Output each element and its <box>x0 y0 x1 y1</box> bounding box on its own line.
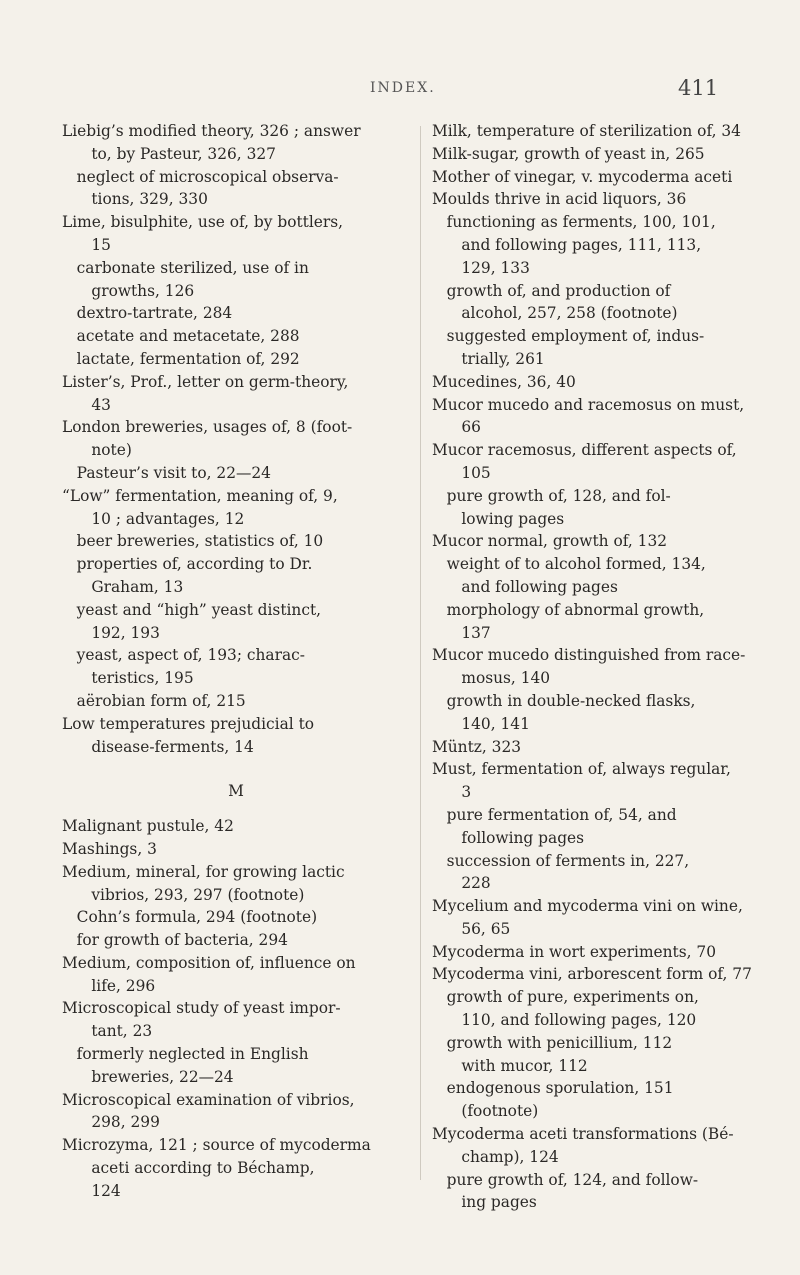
index-line: disease-ferments, 14 <box>62 737 254 756</box>
index-line: trially, 261 <box>432 349 545 368</box>
index-line: aceti according to Béchamp, <box>62 1159 315 1178</box>
index-line: 137 <box>432 623 491 642</box>
index-line: champ), 124 <box>432 1147 559 1166</box>
index-line: lowing pages <box>432 509 565 528</box>
index-line: 56, 65 <box>432 919 511 938</box>
index-line: Pasteur’s visit to, 22—24 <box>62 463 271 482</box>
index-line: Liebig’s modified theory, 326 ; answer <box>62 122 361 140</box>
index-line: to, by Pasteur, 326, 327 <box>62 144 276 163</box>
index-line: Milk-sugar, growth of yeast in, 265 <box>432 144 705 163</box>
index-line: Must, fermentation of, always regular, <box>432 760 731 779</box>
index-line: growth of, and production of <box>432 281 671 300</box>
index-line: Mucor mucedo and racemosus on must, <box>432 395 745 414</box>
index-line: and following pages, 111, 113, <box>432 235 702 254</box>
index-line: properties of, according to Dr. <box>62 555 313 574</box>
index-line: London breweries, usages of, 8 (foot- <box>62 418 353 437</box>
index-line: growth of pure, experiments on, <box>432 988 699 1007</box>
index-line: alcohol, 257, 258 (footnote) <box>432 304 678 323</box>
index-line: Medium, composition of, influence on <box>62 953 356 972</box>
index-line: Mycoderma aceti transformations (Bé- <box>432 1125 734 1144</box>
index-line: succession of ferments in, 227, <box>432 851 690 870</box>
section-letter-m: M <box>228 782 244 801</box>
index-line: Microscopical examination of vibrios, <box>62 1090 355 1109</box>
index-entries-m <box>62 815 410 1203</box>
index-line: lactate, fermentation of, 292 <box>62 349 300 368</box>
index-line: Microzyma, 121 ; source of mycoderma <box>62 1136 371 1155</box>
index-line: Medium, mineral, for growing lactic <box>62 862 345 881</box>
index-line: Lime, bisulphite, use of, by bottlers, <box>62 213 344 232</box>
index-line: life, 296 <box>62 976 156 995</box>
index-line: carbonate sterilized, use of in <box>62 258 309 277</box>
index-line: pure fermentation of, 54, and <box>432 805 677 824</box>
index-line: Mother of vinegar, v. mycoderma aceti <box>432 167 733 186</box>
index-line: ing pages <box>432 1193 537 1212</box>
index-line: tions, 329, 330 <box>62 190 208 209</box>
index-line: following pages <box>432 828 585 847</box>
index-line: neglect of microscopical observa- <box>62 167 339 186</box>
index-line: 105 <box>432 463 491 482</box>
index-line: 15 <box>62 235 111 254</box>
index-line: Mycelium and mycoderma vini on wine, <box>432 897 743 916</box>
index-line: vibrios, 293, 297 (footnote) <box>62 885 305 904</box>
index-line: Lister’s, Prof., letter on germ-theory, <box>62 372 349 391</box>
index-line: Cohn’s formula, 294 (footnote) <box>62 908 318 927</box>
index-line: Müntz, 323 <box>432 737 522 756</box>
index-line: formerly neglected in English <box>62 1045 309 1064</box>
index-line: endogenous sporulation, 151 <box>432 1079 674 1098</box>
index-column-right <box>432 120 778 1214</box>
index-line: Mashings, 3 <box>62 839 157 858</box>
index-line: 298, 299 <box>62 1113 160 1132</box>
index-line: (footnote) <box>432 1102 539 1121</box>
index-line: for growth of bacteria, 294 <box>62 931 288 950</box>
index-line: Low temperatures prejudicial to <box>62 714 315 733</box>
index-line: 140, 141 <box>432 714 530 733</box>
index-line: 43 <box>62 395 111 414</box>
index-line: Mycoderma vini, arborescent form of, 77 <box>432 965 752 984</box>
index-line: functioning as ferments, 100, 101, <box>432 213 716 232</box>
index-line: 124 <box>62 1181 121 1200</box>
index-line: “Low” fermentation, meaning of, 9, <box>62 486 338 505</box>
column-divider <box>420 126 421 1180</box>
index-line: aërobian form of, 215 <box>62 691 246 710</box>
index-line: growth with penicillium, 112 <box>432 1033 673 1052</box>
index-line: yeast and “high” yeast distinct, <box>62 600 322 619</box>
index-line: 110, and following pages, 120 <box>432 1011 697 1030</box>
index-line: pure growth of, 128, and fol- <box>432 486 671 505</box>
index-line: Graham, 13 <box>62 577 184 596</box>
index-line: growth in double-necked flasks, <box>432 691 696 710</box>
index-entries-l <box>62 120 410 758</box>
index-line: 66 <box>432 418 481 437</box>
index-line: mosus, 140 <box>432 669 551 688</box>
page-number: 411 <box>678 76 719 100</box>
index-line: Microscopical study of yeast impor- <box>62 999 341 1018</box>
index-line: acetate and metacetate, 288 <box>62 327 300 346</box>
index-line: 228 <box>432 874 491 893</box>
index-line: suggested employment of, indus- <box>432 327 705 346</box>
index-line: note) <box>62 441 132 460</box>
index-line: 10 ; advantages, 12 <box>62 509 245 528</box>
index-line: tant, 23 <box>62 1022 153 1041</box>
index-line: Mucor normal, growth of, 132 <box>432 532 668 551</box>
index-line: 192, 193 <box>62 623 160 642</box>
page-header <box>0 76 800 106</box>
index-line: pure growth of, 124, and follow- <box>432 1170 699 1189</box>
index-line: morphology of abnormal growth, <box>432 600 705 619</box>
index-line: Mucor mucedo distinguished from race- <box>432 646 746 665</box>
index-entries-m-continued <box>432 120 778 1214</box>
running-head: INDEX. <box>370 80 436 96</box>
index-line: Milk, temperature of sterilization of, 34 <box>432 122 741 140</box>
index-line: weight of to alcohol formed, 134, <box>432 555 706 574</box>
index-line: Mucedines, 36, 40 <box>432 372 576 391</box>
index-line: Moulds thrive in acid liquors, 36 <box>432 190 687 209</box>
index-line: 129, 133 <box>432 258 530 277</box>
index-line: yeast, aspect of, 193; charac- <box>62 646 305 665</box>
index-line: beer breweries, statistics of, 10 <box>62 532 324 551</box>
index-line: breweries, 22—24 <box>62 1067 234 1086</box>
index-line: with mucor, 112 <box>432 1056 588 1075</box>
index-line: dextro-tartrate, 284 <box>62 304 233 323</box>
index-line: and following pages <box>432 577 618 596</box>
index-line: Mycoderma in wort experiments, 70 <box>432 942 717 961</box>
index-line: teristics, 195 <box>62 669 194 688</box>
index-line: growths, 126 <box>62 281 195 300</box>
index-line: 3 <box>432 783 472 802</box>
index-column-left <box>62 120 410 1203</box>
index-line: Malignant pustule, 42 <box>62 817 234 836</box>
index-line: Mucor racemosus, different aspects of, <box>432 441 737 460</box>
